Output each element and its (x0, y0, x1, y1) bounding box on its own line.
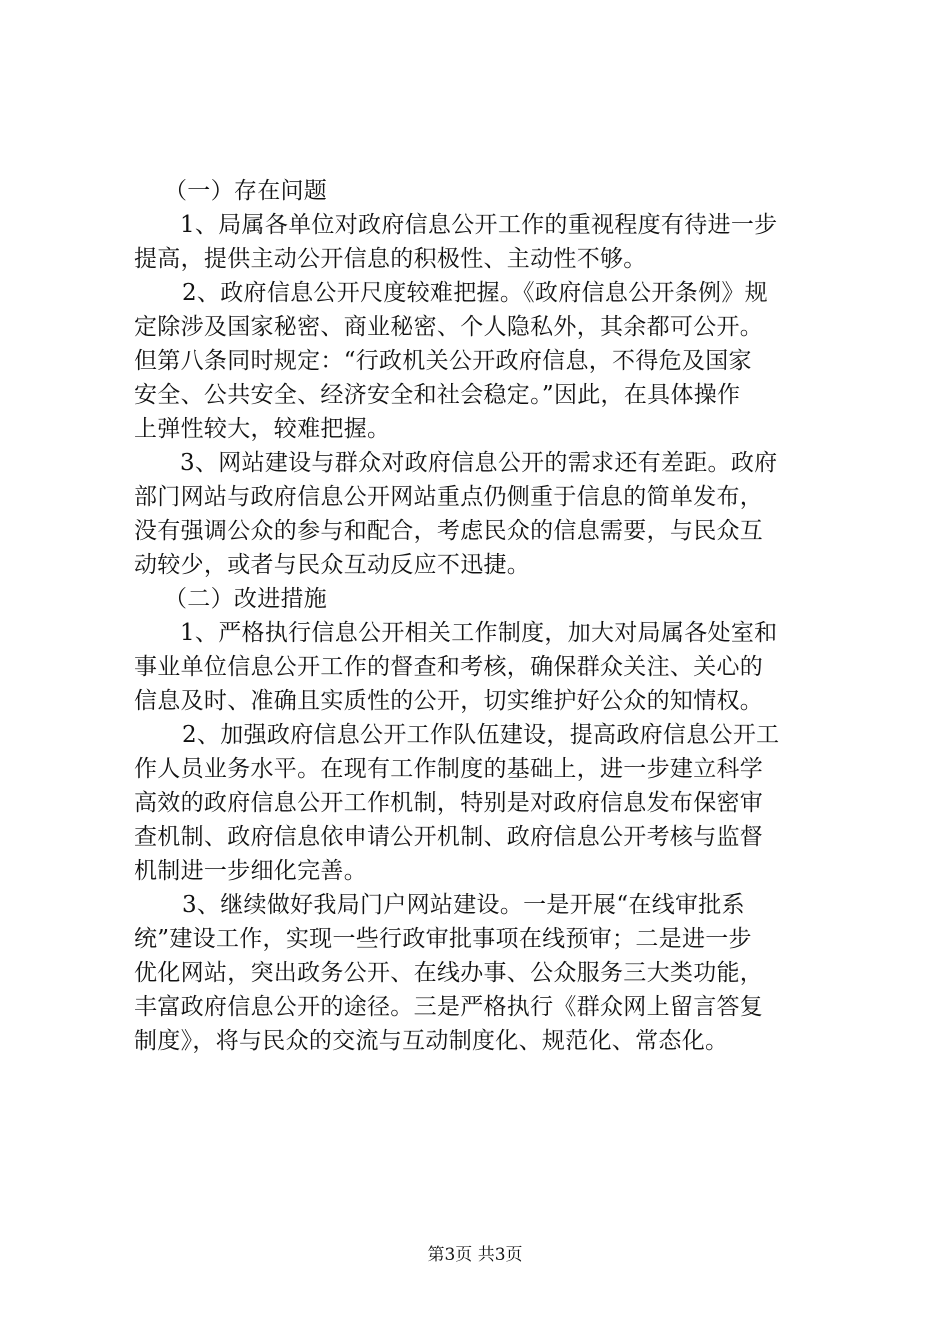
text-line: 但第八条同时规定：“行政机关公开政府信息，不得危及国家 (134, 348, 752, 374)
text-line: 3、网站建设与群众对政府信息公开的需求还有差距。政府 (180, 450, 778, 476)
text-line: 作人员业务水平。在现有工作制度的基础上，进一步建立科学 (134, 756, 764, 782)
text-line: 1、局属各单位对政府信息公开工作的重视程度有待进一步 (180, 212, 778, 238)
text-line: 丰富政府信息公开的途径。三是严格执行《群众网上留言答复 (134, 994, 764, 1020)
text-line: 1、严格执行信息公开相关工作制度，加大对局属各处室和 (180, 620, 778, 646)
text-line: 事业单位信息公开工作的督查和考核，确保群众关注、关心的 (134, 654, 764, 680)
text-line: 提高，提供主动公开信息的积极性、主动性不够。 (134, 246, 647, 272)
text-line: 2、政府信息公开尺度较难把握。《政府信息公开条例》规 (182, 280, 768, 306)
text-line: 3、继续做好我局门户网站建设。一是开展“在线审批系 (182, 892, 745, 918)
text-line: 统”建设工作，实现一些行政审批事项在线预审；二是进一步 (134, 926, 752, 952)
text-line: 2、加强政府信息公开工作队伍建设，提高政府信息公开工 (182, 722, 780, 748)
page-number-footer: 第3页 共3页 (427, 1245, 523, 1265)
text-line: 上弹性较大，较难把握。 (134, 416, 391, 442)
text-line: 制度》，将与民众的交流与互动制度化、规范化、常态化。 (134, 1028, 729, 1054)
text-line: 优化网站，突出政务公开、在线办事、公众服务三大类功能， (134, 960, 764, 986)
text-line: 动较少，或者与民众互动反应不迅捷。 (134, 552, 531, 578)
text-line: 安全、公共安全、经济安全和社会稳定。”因此，在具体操作 (134, 382, 741, 408)
text-line: 部门网站与政府信息公开网站重点仍侧重于信息的简单发布， (134, 484, 764, 510)
text-line: （二）改进措施 (164, 586, 328, 612)
text-line: （一）存在问题 (164, 178, 328, 204)
document-body (134, 174, 834, 1058)
text-line: 查机制、政府信息依申请公开机制、政府信息公开考核与监督 (134, 824, 764, 850)
text-line: 信息及时、准确且实质性的公开，切实维护好公众的知情权。 (134, 688, 764, 714)
text-line: 机制进一步细化完善。 (134, 858, 367, 884)
text-line: 高效的政府信息公开工作机制，特别是对政府信息发布保密审 (134, 790, 764, 816)
text-line: 定除涉及国家秘密、商业秘密、个人隐私外，其余都可公开。 (134, 314, 764, 340)
text-line: 没有强调公众的参与和配合，考虑民众的信息需要，与民众互 (134, 518, 764, 544)
